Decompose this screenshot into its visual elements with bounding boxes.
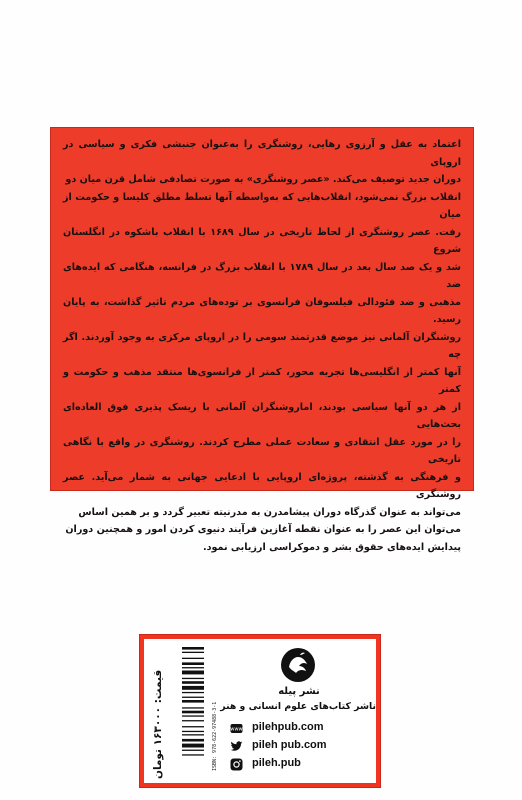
- barcode: [182, 643, 216, 779]
- info-box-inner: [144, 639, 376, 783]
- instagram-text[interactable]: pileh.pub: [252, 757, 301, 769]
- instagram-row[interactable]: [230, 757, 370, 773]
- price-label: قیمت: ۱۶۳۰۰۰ تومان: [152, 669, 164, 779]
- description-text: [63, 136, 461, 556]
- description-line: پیدایش ایده‌های حقوق بشر و دموکراسی ارزیابی نمود.: [202, 541, 461, 553]
- barcode-bar: [182, 692, 204, 693]
- instagram-icon: [230, 758, 243, 771]
- publisher-logo-icon: [280, 647, 316, 683]
- barcode-bar: [182, 744, 204, 748]
- barcode-bars: [182, 643, 208, 779]
- description-line: شد و یک صد سال بعد در سال ۱۷۸۹ با انقلاب بزرگ در فرانسه، هنگامی که ایده‌های ضد: [63, 261, 461, 290]
- price-column: [144, 639, 182, 783]
- barcode-bar: [182, 662, 204, 665]
- barcode-bar: [182, 739, 204, 742]
- barcode-bar: [182, 697, 204, 698]
- description-line: روشنگران آلمانی نیز موضع قدرتمند سومی را در اروپای مرکزی به وجود آوردند. اگر چه: [63, 331, 461, 360]
- description-line: انقلاب بزرگ نمی‌شود، انقلاب‌هایی که به‌واسطه آنها تسلط مطلق کلیسا و حکومت از میان: [63, 191, 461, 220]
- publisher-column: [222, 639, 376, 783]
- publisher-info-box: [139, 634, 381, 788]
- publisher-tagline: ناشر کتاب‌های علوم انسانی و هنر: [220, 701, 376, 712]
- barcode-bar: [182, 715, 204, 716]
- publisher-name: نشر پیله: [278, 686, 320, 697]
- barcode-bar: [182, 686, 204, 690]
- svg-text:www: www: [230, 726, 243, 733]
- barcode-bar: [182, 707, 204, 708]
- barcode-bar: [182, 750, 204, 751]
- twitter-icon: [230, 740, 243, 753]
- website-icon: [230, 722, 243, 735]
- barcode-bar: [182, 726, 204, 727]
- twitter-row[interactable]: [230, 739, 370, 755]
- website-row[interactable]: [230, 721, 370, 737]
- barcode-bar: [182, 700, 204, 703]
- description-panel: [50, 127, 474, 553]
- barcode-bar: [182, 667, 204, 668]
- website-text[interactable]: pilehpub.com: [252, 721, 324, 733]
- barcode-bar: [182, 754, 204, 755]
- barcode-bar: [182, 731, 204, 732]
- description-line: رفت. عصر روشنگری از لحاظ تاریخی در سال ۱۶۸۹ با انقلاب باشکوه در انگلستان شروع: [63, 226, 461, 255]
- barcode-bar: [182, 720, 204, 721]
- barcode-bar: [182, 678, 204, 679]
- description-line: می‌تواند به عنوان گذرگاه دوران پیشامدرن به مدرنیته تعبیر گردد و بر همین اساس: [78, 506, 461, 518]
- barcode-bar: [182, 734, 204, 735]
- description-line: از هر دو آنها سیاسی بودند، اماروشنگران آلمانی با ریسک پذیری فوق العاده‌ای بحث‌هایی: [63, 401, 461, 430]
- description-line: اعتماد به عقل و آرزوی رهایی، روشنگری را به‌عنوان جنبشی فکری و سیاسی در اروپای: [63, 139, 461, 168]
- barcode-bar: [182, 647, 204, 650]
- twitter-text[interactable]: pileh pub.com: [252, 739, 327, 751]
- barcode-bar: [182, 681, 204, 684]
- barcode-bar: [182, 711, 204, 714]
- barcode-bar: [182, 658, 204, 659]
- description-line: مذهبی و ضد فئودالی فیلسوفان فرانسوی بر توده‌های مردم تاثیر گذاشت، به پایان رسید.: [63, 296, 461, 325]
- barcode-bar: [182, 671, 204, 675]
- description-line: را در مورد عقل انتقادی و سعادت عملی مطرح کردند. روشنگری در واقع با نگاهی تاریخی: [63, 436, 461, 465]
- barcode-bar: [182, 652, 204, 653]
- isbn-text: ISBN: 978-622-97488-3-1: [212, 701, 218, 771]
- description-line: دوران جدید توصیف می‌کند. «عصر روشنگری» به صورت تصادفی شامل قرن میان دو: [65, 174, 461, 185]
- description-line: و فرهنگی به گذشته، پروژه‌ای اروپایی با ادعایی جهانی به شمار می‌آید. عصر روشنگری: [63, 471, 461, 500]
- description-line: می‌توان این عصر را به عنوان نقطه آغازین فرآیند دنیوی کردن امور و همچنین دوران: [65, 524, 461, 535]
- description-line: آنها کمتر از انگلیسی‌ها تجربه محور، کمتر از فرانسوی‌ها منتقد مذهب و حکومت و کمتر: [63, 366, 461, 395]
